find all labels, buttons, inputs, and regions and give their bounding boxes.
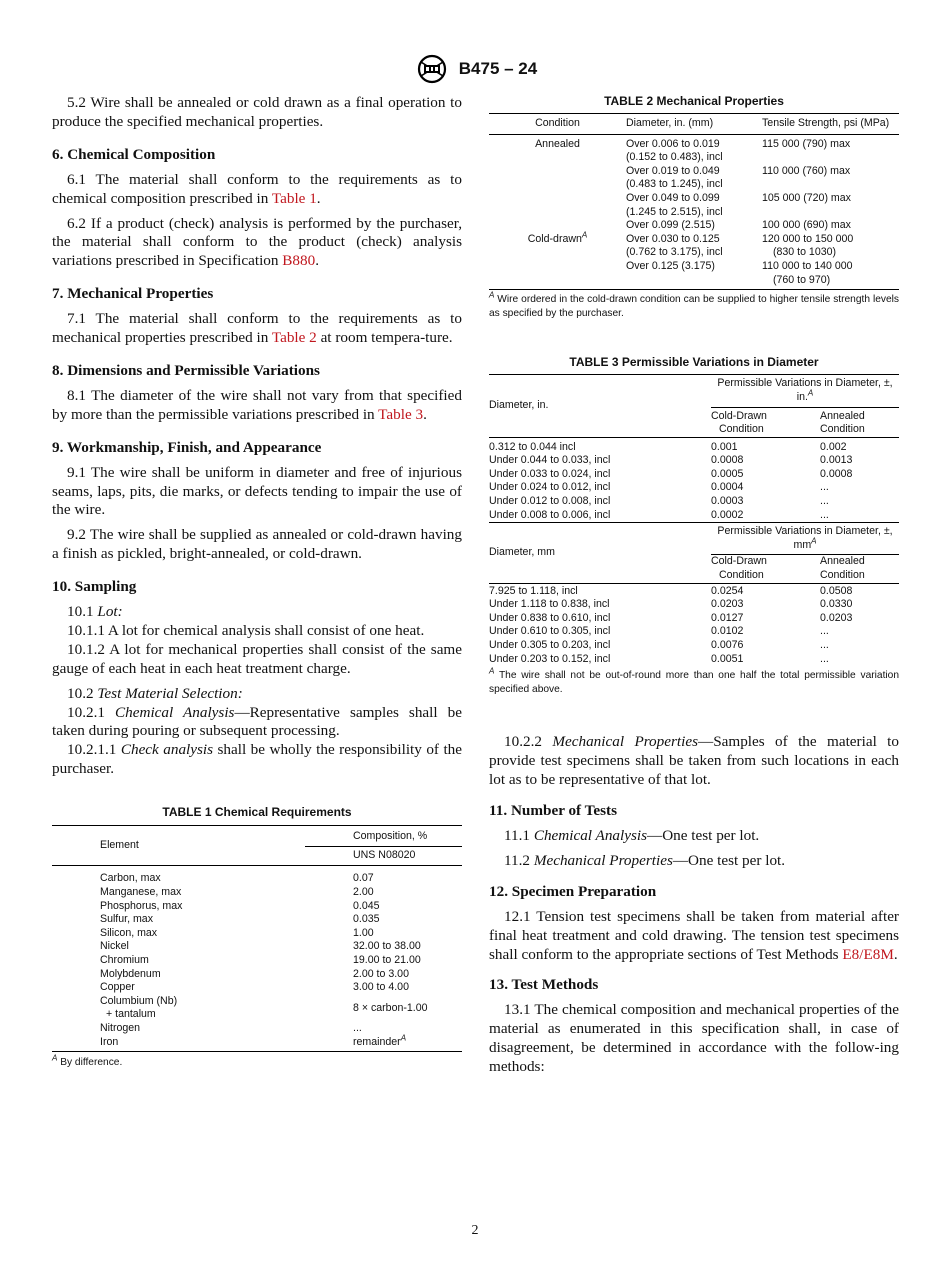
t3-header-colddrawn: Cold-Drawn Condition [711, 555, 820, 583]
t2-row-diameter: Over 0.019 to 0.049 (0.483 to 1.245), incl [626, 164, 723, 191]
t3-row-diameter: Under 0.008 to 0.006, incl [489, 508, 611, 521]
para-9-2: 9.2 The wire shall be supplied as annealed or cold-drawn having a finish as pickled, bright-annealed, or cold-drawn. [52, 526, 462, 563]
t2-header-tensile: Tensile Strength, psi (MPa) [762, 114, 899, 135]
para-10-2-2: 10.2.2 Mechanical Properties—Samples of the material to provide test specimens shall be taken from such locations in each lot as to be representative of that lot. [489, 733, 899, 789]
t3-row-colddrawn: 0.0203 [711, 598, 744, 611]
table-row [52, 981, 462, 995]
t3-row-annealed: ... [820, 508, 829, 521]
para-8-1: 8.1 The diameter of the wire shall not vary from that specified by more than the permissible variations prescribed in Table 3. [52, 386, 462, 423]
document-designation: B475 – 24 [458, 59, 538, 78]
t3-row-annealed: 0.0013 [820, 454, 853, 467]
para-12-1: 12.1 Tension test specimens shall be taken from material after final heat treatment and cold drawing. The tension test specimens shall conform to the appropriate sections of Test Methods E8/E8M. [489, 907, 899, 963]
t2-row-diameter: Over 0.030 to 0.125 (0.762 to 3.175), incl [626, 232, 723, 259]
t3-row-annealed: 0.0008 [820, 467, 853, 480]
t2-header-condition: Condition [489, 114, 626, 135]
t1-row-value: 19.00 to 21.00 [353, 953, 421, 966]
page-header [0, 54, 950, 84]
t3-row-annealed: ... [820, 481, 829, 494]
section-6-heading: 6. Chemical Composition [52, 145, 216, 163]
link-table-3[interactable]: Table 3 [378, 405, 424, 423]
t1-row-value: 8 × carbon-1.00 [353, 1001, 428, 1014]
t1-row-value: 0.035 [353, 913, 380, 926]
table-row [489, 509, 899, 523]
t1-row-value: 0.07 [353, 872, 374, 885]
t1-row-element: Columbium (Nb) + tantalum [100, 994, 178, 1021]
t3-row-colddrawn: 0.0004 [711, 481, 744, 494]
t1-row-element: Molybdenum [100, 967, 161, 980]
para-11-2: 11.2 Mechanical Properties—One test per lot. [504, 851, 786, 869]
t2-row-diameter: Over 0.125 (3.175) [626, 260, 762, 290]
t3-row-colddrawn: 0.0076 [711, 639, 744, 651]
para-10-2-1: 10.2.1 Chemical Analysis—Representative samples shall be taken during pouring or subsequent processing. [52, 703, 462, 740]
t3-row-colddrawn: 0.0127 [711, 611, 744, 624]
t1-row-element: Carbon, max [100, 872, 161, 885]
link-b880[interactable]: B880 [282, 252, 316, 270]
table-row [489, 598, 899, 612]
table-row [52, 913, 462, 927]
para-10-1-1: 10.1.1 A lot for chemical analysis shall consist of one heat. [67, 621, 425, 639]
section-9-heading: 9. Workmanship, Finish, and Appearance [52, 438, 322, 456]
table-2-caption: TABLE 2 Mechanical Properties [604, 94, 784, 108]
para-7-1: 7.1 The material shall conform to the requirements as to mechanical properties prescribed in Table 2 at room tempera-ture. [52, 310, 462, 347]
t1-row-value: remainder$^A$ [305, 1036, 462, 1052]
t1-row-value: 0.045 [353, 899, 380, 912]
t3-row-diameter: Under 0.012 to 0.008, incl [489, 495, 611, 508]
para-13-1: 13.1 The chemical composition and mechanical properties of the material as enumerated in this specification shall, in case of disagreement, be determined in accordance with the follow-ing methods: [489, 1001, 899, 1076]
t1-header-composition: Composition, % [305, 826, 462, 847]
t2-row-tensile: 105 000 (720) max [762, 191, 851, 204]
t3-row-diameter: Under 0.044 to 0.033, incl [489, 454, 611, 467]
table-3 [489, 355, 899, 696]
t3-row-diameter: 0.312 to 0.044 incl [489, 440, 576, 453]
table-row [52, 900, 462, 914]
table-row [489, 454, 899, 468]
link-table-2[interactable]: Table 2 [271, 329, 317, 347]
t3-row-colddrawn: 0.0008 [711, 454, 744, 467]
t3-row-diameter: Under 0.610 to 0.305, incl [489, 625, 611, 638]
t3-row-annealed: ... [820, 639, 829, 651]
t1-row-element: Phosphorus, max [100, 899, 183, 912]
t1-row-element: Manganese, max [100, 885, 182, 898]
table-row [489, 639, 899, 653]
table-row [52, 940, 462, 954]
t1-row-value: 1.00 [353, 926, 374, 939]
t1-row-value: 2.00 [353, 885, 374, 898]
t2-condition-colddrawn: Cold-drawn$^A$ [527, 230, 588, 245]
t1-row-value: 3.00 to 4.00 [353, 981, 409, 994]
table-row [52, 886, 462, 900]
t2-condition-annealed: Annealed [535, 137, 580, 150]
para-9-1: 9.1 The wire shall be uniform in diameter and free of injurious seams, laps, pits, die marks, or defects tending to impair the use of the wire. [52, 463, 462, 519]
t3-row-colddrawn: 0.0254 [711, 584, 744, 597]
t2-row-diameter: Over 0.099 (2.515) [626, 219, 715, 232]
t2-row-tensile: 110 000 (760) max [762, 164, 851, 177]
t3-row-diameter: Under 0.033 to 0.024, incl [489, 467, 611, 480]
table-row [489, 441, 899, 455]
t1-row-element: Nickel [100, 940, 129, 953]
t3-row-annealed: 0.0330 [820, 598, 853, 611]
para-5-2: 5.2 Wire shall be annealed or cold drawn as a final operation to produce the specified mechanical properties. [52, 94, 462, 130]
t3-row-diameter: Under 1.118 to 0.838, incl [489, 598, 610, 611]
para-11-1: 11.1 Chemical Analysis—One test per lot. [504, 827, 760, 844]
astm-logo-icon [413, 54, 451, 84]
t3-row-annealed: 0.002 [820, 440, 847, 453]
t3-row-annealed: ... [820, 495, 829, 508]
t3-row-diameter: Under 0.024 to 0.012, incl [489, 481, 611, 494]
table-3-caption: TABLE 3 Permissible Variations in Diameter [569, 355, 819, 370]
t1-header-uns: UNS N08020 [305, 846, 462, 866]
t2-row-diameter: Over 0.006 to 0.019 (0.152 to 0.483), incl [626, 137, 723, 164]
t2-row-tensile: 120 000 to 150 000 (830 to 1030) [762, 232, 854, 259]
t3-row-colddrawn: 0.0002 [711, 508, 744, 521]
table-1 [52, 805, 462, 1070]
t3-row-annealed: ... [820, 652, 829, 665]
t1-row-value: ... [353, 1021, 362, 1034]
t1-row-element: Nitrogen [100, 1021, 141, 1034]
t2-row-tensile: 100 000 (690) max [762, 219, 851, 232]
right-column [489, 94, 899, 1077]
table-row [489, 468, 899, 482]
t2-row-diameter: Over 0.049 to 0.099 (1.245 to 2.515), incl [626, 191, 723, 218]
table-row [489, 495, 899, 509]
t2-row-tensile: 115 000 (790) max [762, 137, 851, 150]
t3-footnote: $^A$ The wire shall not be out-of-round more than one half the total permissible variation specified above. [489, 666, 899, 695]
t3-row-diameter: Under 0.838 to 0.610, incl [489, 611, 611, 624]
t1-row-value: 32.00 to 38.00 [353, 940, 421, 953]
t3-row-annealed: 0.0508 [820, 584, 853, 597]
t2-header-diameter: Diameter, in. (mm) [626, 114, 762, 135]
page-number: 2 [471, 1223, 479, 1238]
t3-row-colddrawn: 0.0003 [711, 495, 744, 508]
para-6-2: 6.2 If a product (check) analysis is performed by the purchaser, the material shall conform to the product (check) analysis variations prescribed in Specification B880. [52, 214, 462, 270]
para-10-2: 10.2 Test Material Selection: [67, 684, 243, 702]
section-7-heading: 7. Mechanical Properties [52, 285, 214, 303]
table-row [52, 968, 462, 982]
para-10-2-1-1: 10.2.1.1 Check analysis shall be wholly the responsibility of the purchaser. [52, 741, 463, 778]
table-row [489, 625, 899, 639]
para-10-1: 10.1 Lot: [67, 603, 123, 621]
t1-row-element: Copper [100, 981, 135, 994]
t1-row-element: Sulfur, max [100, 913, 153, 926]
table-1-caption: TABLE 1 Chemical Requirements [162, 805, 352, 820]
section-13-heading: 13. Test Methods [489, 976, 599, 994]
link-table-1[interactable]: Table 1 [271, 189, 317, 207]
t1-row-element: Chromium [100, 953, 149, 966]
t3-row-diameter: Under 0.305 to 0.203, incl [489, 639, 611, 651]
para-6-1: 6.1 The material shall conform to the requirements as to chemical composition prescribed in Table 1. [52, 170, 462, 207]
table-row [52, 872, 462, 886]
t3-header-perm-in: Permissible Variations in Diameter, ±, in.$^A$ [711, 375, 899, 407]
t3-row-colddrawn: 0.0102 [711, 625, 744, 638]
t3-row-diameter: Under 0.203 to 0.152, incl [489, 652, 611, 665]
section-8-heading: 8. Dimensions and Permissible Variations [52, 361, 320, 379]
para-10-1-2: 10.1.2 A lot for mechanical properties shall consist of the same gauge of each heat in each heat treatment charge. [52, 640, 462, 677]
t2-footnote: $^A$ Wire ordered in the cold-drawn condition can be supplied to higher tensile strength levels as specified by the purchaser. [489, 290, 899, 319]
t3-row-colddrawn: 0.0005 [711, 467, 744, 480]
t3-header-annealed: Annealed Condition [820, 407, 899, 437]
t1-row-element: Iron [52, 1036, 305, 1052]
table-row [52, 954, 462, 968]
link-e8-e8m[interactable]: E8/E8M [842, 945, 894, 963]
section-11-heading: 11. Number of Tests [489, 802, 617, 820]
t1-footnote: $^A$ By difference. [52, 1053, 123, 1069]
t1-row-element: Silicon, max [100, 926, 158, 939]
t3-row-annealed: 0.0203 [820, 611, 853, 624]
t1-header-element: Element [52, 826, 305, 866]
left-column [52, 94, 462, 1070]
t3-row-colddrawn: 0.0051 [711, 652, 744, 665]
table-row [489, 481, 899, 495]
t3-header-colddrawn: Cold-Drawn Condition [711, 407, 820, 437]
t3-row-colddrawn: 0.001 [711, 440, 738, 453]
t3-header-diameter-in: Diameter, in. [489, 375, 711, 437]
table-row [489, 653, 899, 667]
table-row [489, 612, 899, 626]
table-row [489, 585, 899, 599]
t1-row-value: 2.00 to 3.00 [353, 967, 409, 980]
t3-header-diameter-mm: Diameter, mm [489, 523, 711, 583]
table-2 [489, 94, 899, 320]
t2-row-tensile: 110 000 to 140 000 (760 to 970) [762, 260, 899, 290]
t3-header-annealed: Annealed Condition [820, 555, 899, 583]
t3-header-perm-mm: Permissible Variations in Diameter, ±, $mm^A$ [711, 523, 899, 555]
section-10-heading: 10. Sampling [52, 578, 137, 596]
t3-row-annealed: ... [820, 625, 829, 638]
table-row [52, 927, 462, 941]
section-12-heading: 12. Specimen Preparation [489, 882, 657, 900]
t3-row-diameter: 7.925 to 1.118, incl [489, 584, 578, 597]
